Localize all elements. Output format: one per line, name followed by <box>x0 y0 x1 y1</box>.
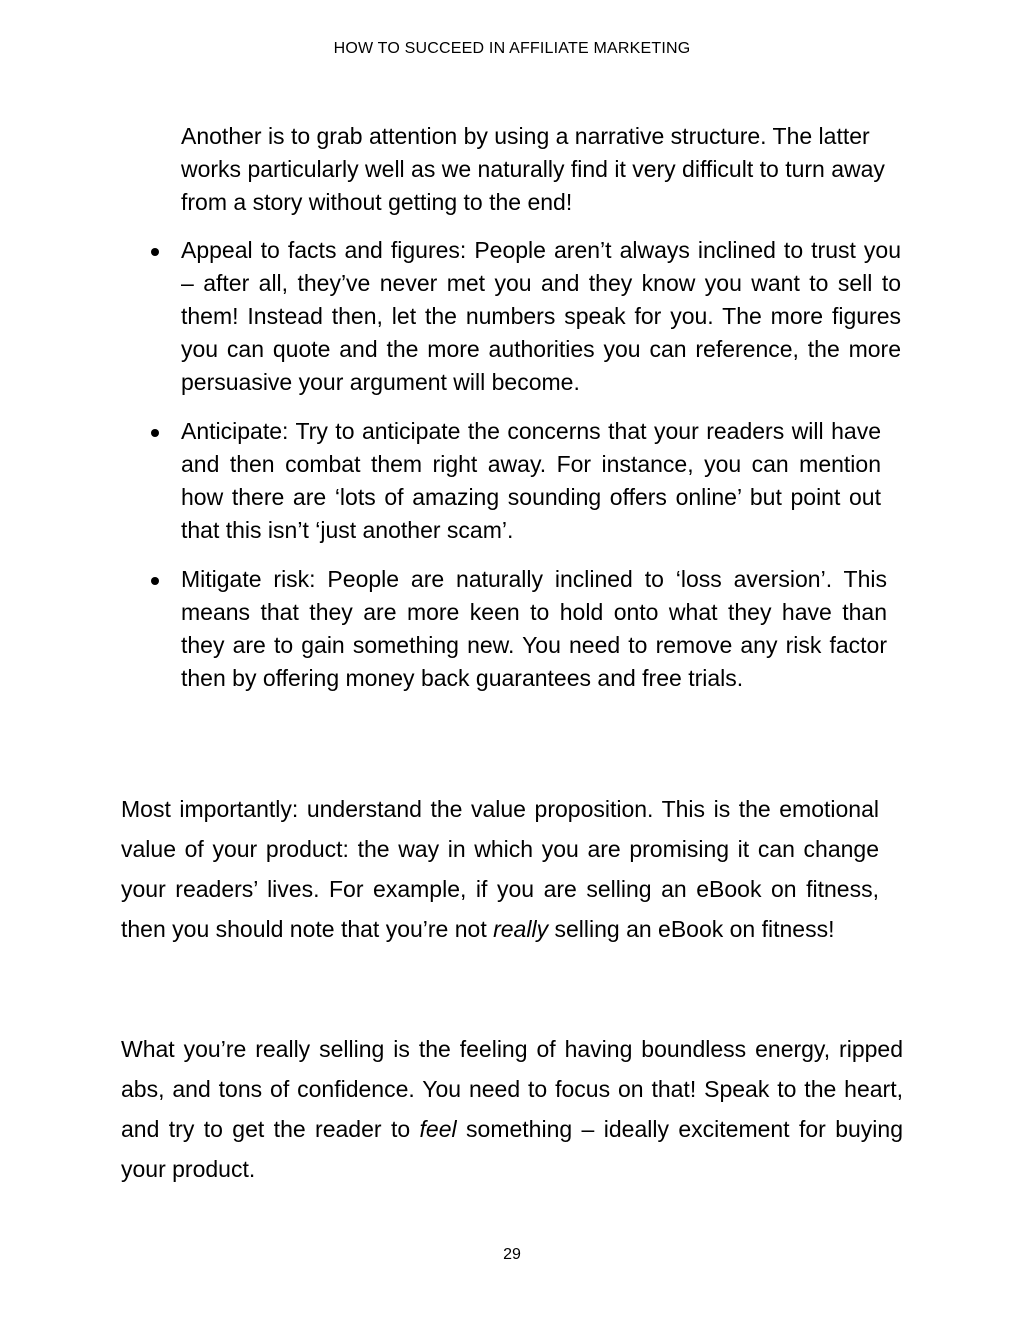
paragraph-text: Most importantly: understand the value proposition. This is the emotional value of your product: the way in which you are promising it can change your readers’ lives. For example, if you are selling an eBook on fitness, then you should note that you’re not <box>121 796 879 942</box>
emphasis-text: feel <box>419 1116 457 1142</box>
bullet-item-anticipate <box>145 415 881 547</box>
running-header: HOW TO SUCCEED IN AFFILIATE MARKETING <box>333 40 691 57</box>
bullet-item-facts-and-figures <box>145 234 901 399</box>
page-number: 29 <box>503 1246 521 1263</box>
paragraph-text: What you’re really selling is the feeling of having boundless energy, ripped abs, and tons of confidence. You need to focus on that! Speak to the heart, and try to get the reader to <box>121 1036 903 1142</box>
paragraph-text: something – ideally excitement for buying your product. <box>121 1116 903 1182</box>
bullet-text: Appeal to facts and figures: People aren’t always inclined to trust you – after all, they’ve never met you and they know you want to sell to them! Instead then, let the numbers speak for you. The more figures you can quote and the more authorities you can reference, the more persuasive your argument will become. <box>181 237 901 395</box>
emphasis-text: really <box>493 916 549 942</box>
feeling-paragraph <box>121 1029 903 1189</box>
bullet-item-mitigate-risk <box>145 563 887 695</box>
bullet-text: Anticipate: Try to anticipate the concerns that your readers will have and then combat them right away. For instance, you can mention how there are ‘lots of amazing sounding offers online’ but point out that this isn’t ‘just another scam’. <box>181 418 881 543</box>
bullet-dot-icon <box>151 429 159 437</box>
value-proposition-paragraph <box>121 789 879 949</box>
bullet-list <box>145 234 905 711</box>
bullet-dot-icon <box>151 577 159 585</box>
bullet-dot-icon <box>151 248 159 256</box>
bullet-text: Mitigate risk: People are naturally inclined to ‘loss aversion’. This means that they are more keen to hold onto what they have than they are to gain something new. You need to remove any risk factor then by offering money back guarantees and free trials. <box>181 566 887 691</box>
paragraph-text: selling an eBook on fitness! <box>548 916 835 942</box>
continuation-paragraph: Another is to grab attention by using a narrative structure. The latter works particularly well as we naturally find it very difficult to turn away from a story without getting to the end! <box>181 123 885 215</box>
